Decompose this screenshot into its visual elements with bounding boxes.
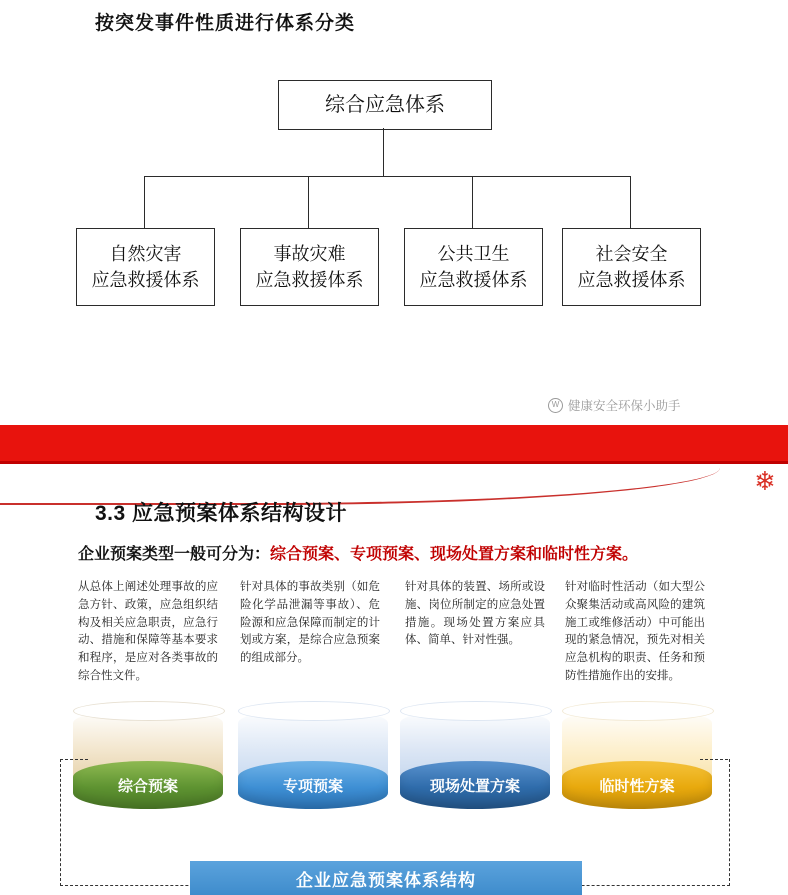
grouping-bracket-top-left	[60, 759, 88, 761]
slide-curve-decoration	[0, 443, 720, 505]
node-social-security	[562, 228, 701, 306]
node-label: 综合应急体系	[325, 93, 445, 116]
node-label-line1: 社会安全	[595, 243, 668, 264]
slide-subtitle	[78, 541, 718, 564]
watermark	[548, 396, 681, 414]
footer-bar: 企业应急预案体系结构	[190, 861, 582, 895]
grouping-bracket-top-right	[700, 759, 728, 761]
column-text-special: 针对具体的事故类别（如危险化学品泄漏等事故）、危险源和应急保障而制定的计划或方案，是综合应急预案的组成部分。	[240, 581, 380, 665]
node-natural-disaster	[76, 228, 215, 306]
node-label-line1: 自然灾害	[109, 243, 182, 264]
cylinder-top	[400, 701, 552, 721]
connector-horizontal-bus	[144, 176, 631, 177]
node-label-line1: 事故灾难	[273, 243, 346, 264]
connector-branch-1	[144, 176, 145, 228]
connector-branch-3	[472, 176, 473, 228]
connector-branch-4	[630, 176, 631, 228]
label-temporary-plan: 临时性方案	[562, 761, 712, 809]
label-comprehensive-plan: 综合预案	[73, 761, 223, 809]
watermark-text: 健康安全环保小助手	[568, 399, 681, 413]
label-special-plan: 专项预案	[238, 761, 388, 809]
node-label-line2: 应急救援体系	[577, 270, 686, 290]
connector-branch-2	[308, 176, 309, 228]
node-public-health	[404, 228, 543, 306]
firework-icon: ❄	[754, 466, 776, 496]
cylinder-top	[238, 701, 390, 721]
slide-subtitle-plain: 企业预案类型一般可分为：	[78, 546, 271, 563]
slide-heading: 3.3 应急预案体系结构设计	[95, 502, 348, 525]
column-text-comprehensive: 从总体上阐述处理事故的应急方针、政策，应急组织结构及相关应急职责，应急行动、措施和保障等基本要求和程序，是应对各类事故的综合性文件。	[78, 581, 218, 683]
column-text-temporary: 针对临时性活动（如大型公众聚集活动或高风险的建筑施工或维修活动）中可能出现的紧急情况，预先对相关应急机构的职责、任务和预防性措施作出的安排。	[565, 581, 705, 683]
page-title: 按突发事件性质进行体系分类	[95, 13, 356, 34]
label-onsite-plan: 现场处置方案	[400, 761, 550, 809]
org-chart-section	[0, 0, 788, 425]
node-label-line1: 公共卫生	[437, 243, 510, 264]
slide-section	[0, 461, 788, 895]
slide-subtitle-highlight: 综合预案、专项预案、现场处置方案和临时性方案。	[270, 546, 639, 563]
node-accident-disaster	[240, 228, 379, 306]
cylinder-top	[562, 701, 714, 721]
node-label-line2: 应急救援体系	[419, 270, 528, 290]
cylinder-top	[73, 701, 225, 721]
column-text-onsite: 针对具体的装置、场所或设施、岗位所制定的应急处置措施。现场处置方案应具体、简单、针对性强。	[405, 581, 545, 647]
connector-root-vertical	[383, 128, 384, 176]
node-label-line2: 应急救援体系	[255, 270, 364, 290]
wechat-icon: W	[548, 398, 563, 413]
node-label-line2: 应急救援体系	[91, 270, 200, 290]
node-comprehensive-system	[278, 80, 492, 130]
